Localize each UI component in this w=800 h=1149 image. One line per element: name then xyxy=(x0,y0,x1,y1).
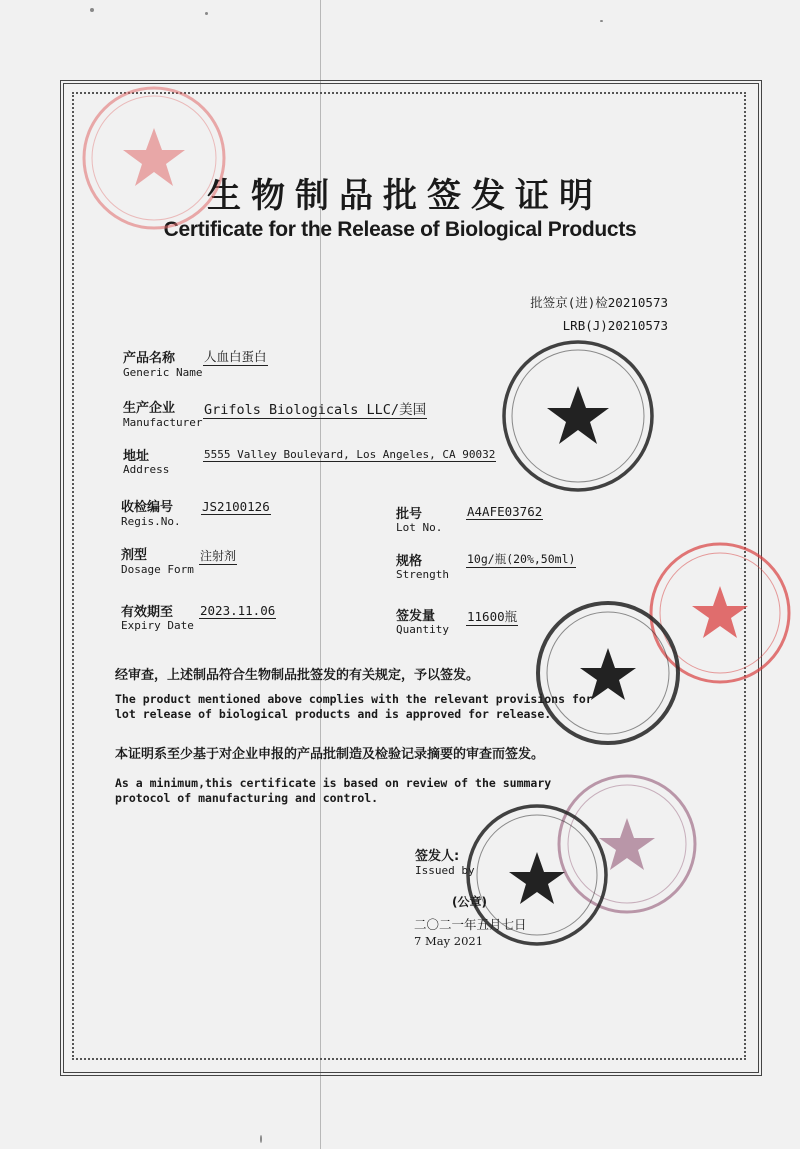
statement-1-en: The product mentioned above complies with the relevant provisions for lot release of biological products and is approved for release. xyxy=(115,692,593,721)
address-value: 5555 Valley Boulevard, Los Angeles, CA 90032 xyxy=(204,448,496,461)
regis-no-label-en: Regis.No. xyxy=(121,515,181,528)
quantity-value: 11600瓶 xyxy=(467,609,518,624)
reference-number-cn: 批签京(进)检20210573 xyxy=(530,295,668,310)
lot-no-value: A4AFE03762 xyxy=(467,504,543,519)
speck xyxy=(600,20,603,22)
speck xyxy=(90,8,94,12)
red-quality-seal-stamp xyxy=(78,82,230,234)
generic-name-label-cn: 产品名称 xyxy=(123,351,176,366)
manufacturer-value: Grifols Biologicals LLC/美国 xyxy=(203,398,427,419)
statement-2-en: As a minimum,this certificate is based on review of the summary protocol of manufacturing and control. xyxy=(115,776,552,805)
title-chinese: 生物制品批签发证明 xyxy=(207,176,603,216)
reference-number-en: LRB(J)20210573 xyxy=(562,318,668,333)
manufacturer-label-cn: 生产企业 xyxy=(123,401,176,416)
generic-name-value: 人血白蛋白 xyxy=(204,349,267,364)
strength-label-cn: 规格 xyxy=(396,554,423,569)
issue-date-cn: 二〇二一年五月七日 xyxy=(414,917,527,932)
expiry-date-label-cn: 有效期至 xyxy=(121,605,174,620)
quantity-label-cn: 签发量 xyxy=(396,609,436,624)
dosage-form-value: 注射剂 xyxy=(200,549,237,563)
black-quality-management-seal-stamp xyxy=(533,598,683,748)
dosage-form-label-en: Dosage Form xyxy=(121,563,194,576)
black-national-regulator-seal-stamp xyxy=(462,800,612,950)
generic-name-label-en: Generic Name xyxy=(123,366,203,379)
expiry-date-value: 2023.11.06 xyxy=(200,603,276,618)
lot-no-label-cn: 批号 xyxy=(396,507,423,522)
regis-no-value: JS2100126 xyxy=(202,499,270,514)
strength-label-en: Strength xyxy=(396,568,449,581)
regis-no-label-cn: 收检编号 xyxy=(121,500,174,515)
seal-note: (公章) xyxy=(452,895,487,909)
statement-1-cn: 经审查，上述制品符合生物制品批签发的有关规定，予以签发。 xyxy=(115,668,480,683)
title-english: Certificate for the Release of Biological Products xyxy=(163,218,637,241)
lot-no-label-en: Lot No. xyxy=(396,521,443,534)
dosage-form-label-cn: 剂型 xyxy=(121,548,148,563)
statement-2-cn: 本证明系至少基于对企业申报的产品批制造及检验记录摘要的审查而签发。 xyxy=(115,747,545,762)
issue-date-en: 7 May 2021 xyxy=(414,934,484,948)
quantity-label-en: Quantity xyxy=(396,623,449,636)
issuer-label-cn: 签发人: xyxy=(415,849,460,864)
expiry-date-label-en: Expiry Date xyxy=(121,619,194,632)
address-label-cn: 地址 xyxy=(123,449,150,464)
strength-value: 10g/瓶(20%,50ml) xyxy=(467,552,576,566)
address-label-en: Address xyxy=(123,463,170,476)
speck xyxy=(205,12,208,15)
issuer-label-en: Issued by xyxy=(415,864,475,877)
black-company-seal-stamp xyxy=(498,336,658,496)
manufacturer-label-en: Manufacturer xyxy=(123,416,203,429)
speck xyxy=(260,1135,262,1143)
